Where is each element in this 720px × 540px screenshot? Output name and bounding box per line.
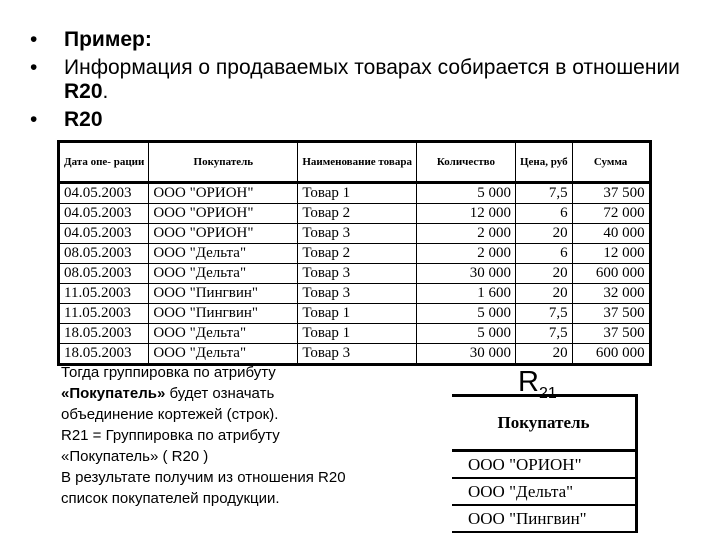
description-line: список покупателей продукции.	[61, 490, 280, 507]
bullet-text: R20	[64, 108, 103, 131]
cell-customer: ООО "Пингвин"	[149, 304, 298, 324]
r21-title-subscript: 21	[538, 384, 557, 402]
cell-customer: ООО "Дельта"	[149, 264, 298, 284]
cell-customer: ООО "Пингвин"	[149, 284, 298, 304]
cell-price: 20	[515, 224, 572, 244]
cell-price: 6	[515, 244, 572, 264]
grouping-description	[61, 362, 421, 509]
description-line: «Покупатель» ( R20 )	[61, 448, 209, 465]
table-row	[59, 183, 651, 204]
cell-sum: 37 500	[572, 304, 650, 324]
cell-date: 18.05.2003	[59, 344, 149, 365]
cell-customer: ООО "ОРИОН"	[149, 204, 298, 224]
cell-sum: 37 500	[572, 183, 650, 204]
bullet-text: Информация о продаваемых товарах собирается в отношении	[64, 56, 680, 79]
cell-product: Товар 2	[298, 204, 417, 224]
description-line	[61, 383, 421, 404]
cell-date: 08.05.2003	[59, 264, 149, 284]
r21-title-letter: R	[518, 366, 539, 398]
cell-quantity: 5 000	[416, 304, 515, 324]
cell-quantity: 1 600	[416, 284, 515, 304]
cell-date: 04.05.2003	[59, 183, 149, 204]
bullet-marker: •	[30, 56, 38, 79]
cell-price: 7,5	[515, 324, 572, 344]
cell-sum: 32 000	[572, 284, 650, 304]
cell-sum: 72 000	[572, 204, 650, 224]
cell-price: 7,5	[515, 304, 572, 324]
bullet-item-info	[30, 56, 690, 104]
table-row	[59, 244, 651, 264]
cell-product: Товар 3	[298, 224, 417, 244]
cell-quantity: 2 000	[416, 224, 515, 244]
cell-date: 04.05.2003	[59, 224, 149, 244]
table-row	[59, 264, 651, 284]
cell-customer: ООО "ОРИОН"	[149, 183, 298, 204]
cell-date: 08.05.2003	[59, 244, 149, 264]
cell-customer: ООО "Дельта"	[149, 244, 298, 264]
cell-date: 11.05.2003	[59, 284, 149, 304]
table-row	[59, 224, 651, 244]
column-header-customer: Покупатель	[452, 396, 637, 451]
cell-date: 04.05.2003	[59, 204, 149, 224]
cell-quantity: 2 000	[416, 244, 515, 264]
cell-product: Товар 2	[298, 244, 417, 264]
column-header-product: Наименование товара	[298, 142, 417, 183]
cell-product: Товар 3	[298, 284, 417, 304]
table-row	[59, 284, 651, 304]
cell-date: 11.05.2003	[59, 304, 149, 324]
cell-customer: ООО "Дельта"	[149, 344, 298, 365]
cell-customer: ООО "ОРИОН"	[452, 451, 637, 479]
cell-product: Товар 1	[298, 183, 417, 204]
description-line: R21 = Группировка по атрибуту	[61, 427, 280, 444]
description-text: будет означать	[165, 385, 275, 402]
column-header-date: Дата опе- рации	[59, 142, 149, 183]
relation-name: R20	[64, 80, 103, 103]
bullet-text: Пример:	[64, 28, 152, 51]
bullet-list	[30, 28, 690, 136]
cell-quantity: 5 000	[416, 183, 515, 204]
cell-quantity: 5 000	[416, 324, 515, 344]
cell-product: Товар 3	[298, 264, 417, 284]
cell-sum: 40 000	[572, 224, 650, 244]
column-header-quantity: Количество	[416, 142, 515, 183]
table-header-row	[59, 142, 651, 183]
bullet-marker: •	[30, 108, 38, 131]
cell-sum: 12 000	[572, 244, 650, 264]
r20-table	[57, 140, 652, 366]
table-row	[59, 204, 651, 224]
cell-sum: 600 000	[572, 264, 650, 284]
cell-product: Товар 3	[298, 344, 417, 365]
column-header-price: Цена, руб	[515, 142, 572, 183]
cell-customer: ООО "ОРИОН"	[149, 224, 298, 244]
cell-date: 18.05.2003	[59, 324, 149, 344]
bullet-text-end: .	[102, 80, 109, 103]
description-line: объединение кортежей (строк).	[61, 406, 279, 423]
attribute-name: «Покупатель»	[61, 385, 166, 402]
table-row	[452, 478, 637, 505]
cell-sum: 37 500	[572, 324, 650, 344]
table-row	[59, 324, 651, 344]
cell-price: 7,5	[515, 183, 572, 204]
bullet-item-example	[30, 28, 690, 52]
cell-product: Товар 1	[298, 304, 417, 324]
cell-customer: ООО "Дельта"	[452, 478, 637, 505]
cell-quantity: 30 000	[416, 264, 515, 284]
description-line: Тогда группировка по атрибуту	[61, 364, 276, 381]
cell-sum: 600 000	[572, 344, 650, 365]
cell-price: 6	[515, 204, 572, 224]
cell-price: 20	[515, 344, 572, 365]
bullet-marker: •	[30, 28, 38, 51]
cell-quantity: 12 000	[416, 204, 515, 224]
table-header-row	[452, 396, 637, 451]
table-row	[452, 451, 637, 479]
column-header-sum: Сумма	[572, 142, 650, 183]
table-row	[59, 304, 651, 324]
cell-price: 20	[515, 284, 572, 304]
bullet-item-r20	[30, 108, 690, 132]
cell-customer: ООО "Дельта"	[149, 324, 298, 344]
column-header-customer: Покупатель	[149, 142, 298, 183]
cell-price: 20	[515, 264, 572, 284]
r21-table	[452, 394, 638, 533]
table-row	[452, 505, 637, 532]
cell-quantity: 30 000	[416, 344, 515, 365]
cell-customer: ООО "Пингвин"	[452, 505, 637, 532]
description-line: В результате получим из отношения R20	[61, 469, 346, 486]
cell-product: Товар 1	[298, 324, 417, 344]
